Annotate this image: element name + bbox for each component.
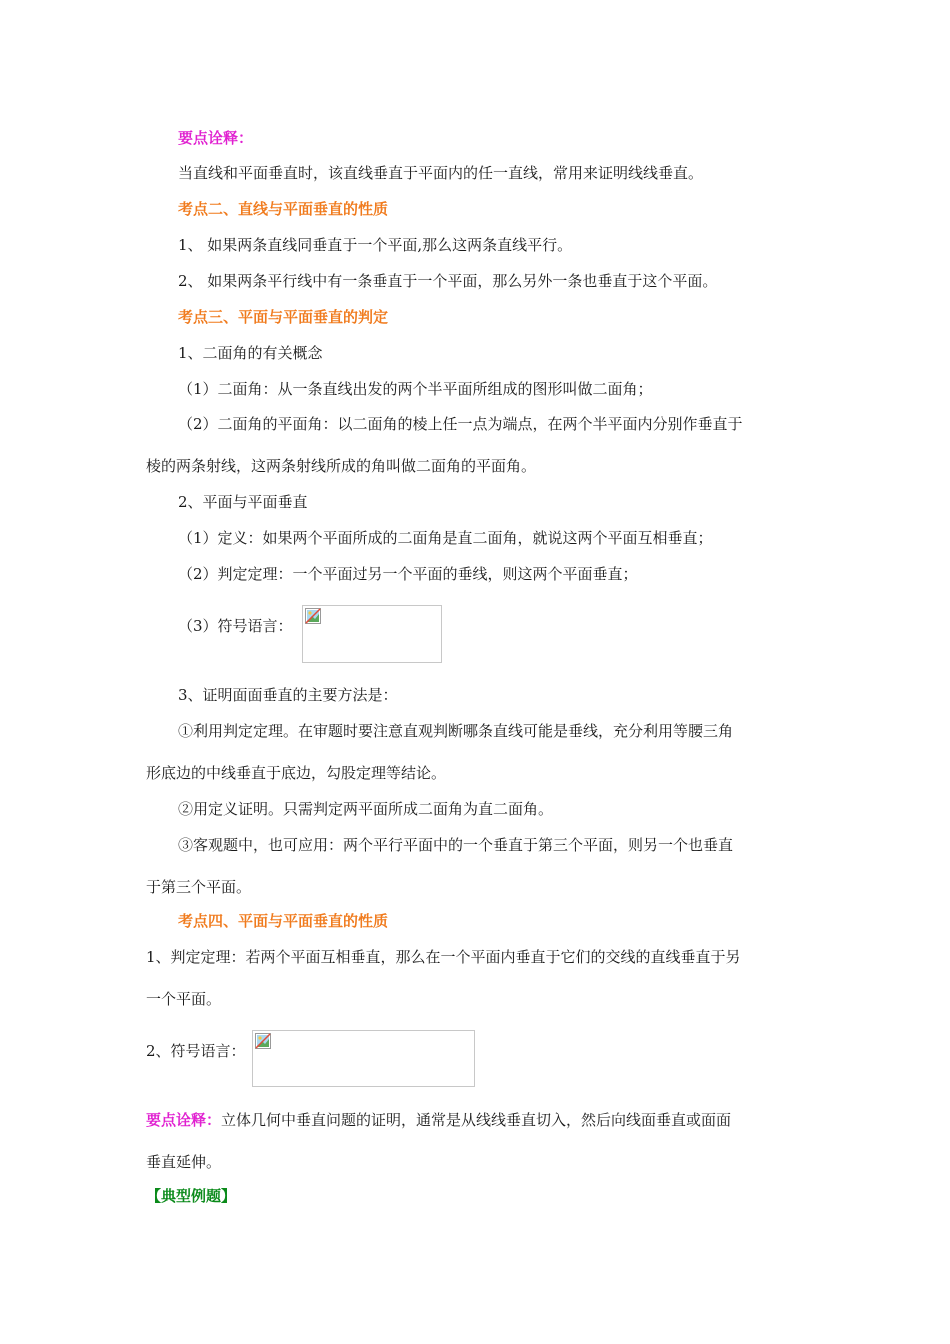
note-label-2: 要点诠释：: [146, 1111, 222, 1129]
note-text-1: 当直线和平面垂直时，该直线垂直于平面内的任一直线，常用来证明线线垂直。: [178, 164, 704, 182]
section2-heading: 考点二、直线与平面垂直的性质: [178, 200, 389, 218]
section2-item-1: 1、 如果两条直线同垂直于一个平面,那么这两条直线平行。: [178, 236, 573, 254]
section4-heading: 考点四、平面与平面垂直的性质: [178, 912, 389, 930]
section3-sub1-item-2: （2）二面角的平面角：以二面角的棱上任一点为端点，在两个半平面内分别作垂直于: [178, 415, 743, 433]
section3-sub3-title: 3、证明面面垂直的主要方法是：: [178, 686, 398, 704]
examples-heading: 【典型例题】: [146, 1187, 237, 1205]
section3-sub1-title: 1、二面角的有关概念: [178, 344, 323, 362]
section3-heading: 考点三、平面与平面垂直的判定: [178, 308, 389, 326]
section3-sub3-item-3: ③客观题中，也可应用：两个平行平面中的一个垂直于第三个平面，则另一个也垂直: [178, 836, 734, 854]
formula-image-placeholder: [302, 605, 442, 663]
note-text-2: 立体几何中垂直问题的证明，通常是从线线垂直切入，然后向线面垂直或面面: [221, 1111, 732, 1129]
formula-image-placeholder-2: [252, 1030, 475, 1087]
section4-item-2: 2、符号语言：: [146, 1042, 246, 1060]
note-label-1: 要点诠释：: [178, 129, 254, 147]
section3-sub2-item-3: （3）符号语言：: [178, 617, 293, 635]
broken-image-icon: [305, 608, 321, 624]
section3-sub1-item-1: （1）二面角：从一条直线出发的两个半平面所组成的图形叫做二面角；: [178, 380, 653, 398]
section3-sub3-item-3-cont: 于第三个平面。: [146, 878, 252, 896]
section2-item-2: 2、 如果两条平行线中有一条垂直于一个平面，那么另外一条也垂直于这个平面。: [178, 272, 718, 290]
section3-sub2-item-2: （2）判定定理：一个平面过另一个平面的垂线，则这两个平面垂直；: [178, 565, 638, 583]
section4-item-1-cont: 一个平面。: [146, 990, 222, 1008]
section3-sub3-item-1: ①利用判定定理。在审题时要注意直观判断哪条直线可能是垂线，充分利用等腰三角: [178, 722, 734, 740]
broken-image-icon: [255, 1033, 271, 1049]
section4-item-1: 1、判定定理：若两个平面互相垂直，那么在一个平面内垂直于它们的交线的直线垂直于另: [146, 948, 741, 966]
section3-sub1-item-2-cont: 棱的两条射线，这两条射线所成的角叫做二面角的平面角。: [146, 457, 537, 475]
section3-sub2-item-1: （1）定义：如果两个平面所成的二面角是直二面角，就说这两个平面互相垂直；: [178, 529, 713, 547]
section3-sub3-item-2: ②用定义证明。只需判定两平面所成二面角为直二面角。: [178, 800, 554, 818]
section3-sub3-item-1-cont: 形底边的中线垂直于底边，勾股定理等结论。: [146, 764, 447, 782]
note-text-2-cont: 垂直延伸。: [146, 1153, 222, 1171]
note-2-line-1: [146, 1110, 731, 1130]
section3-sub2-title: 2、平面与平面垂直: [178, 493, 308, 511]
